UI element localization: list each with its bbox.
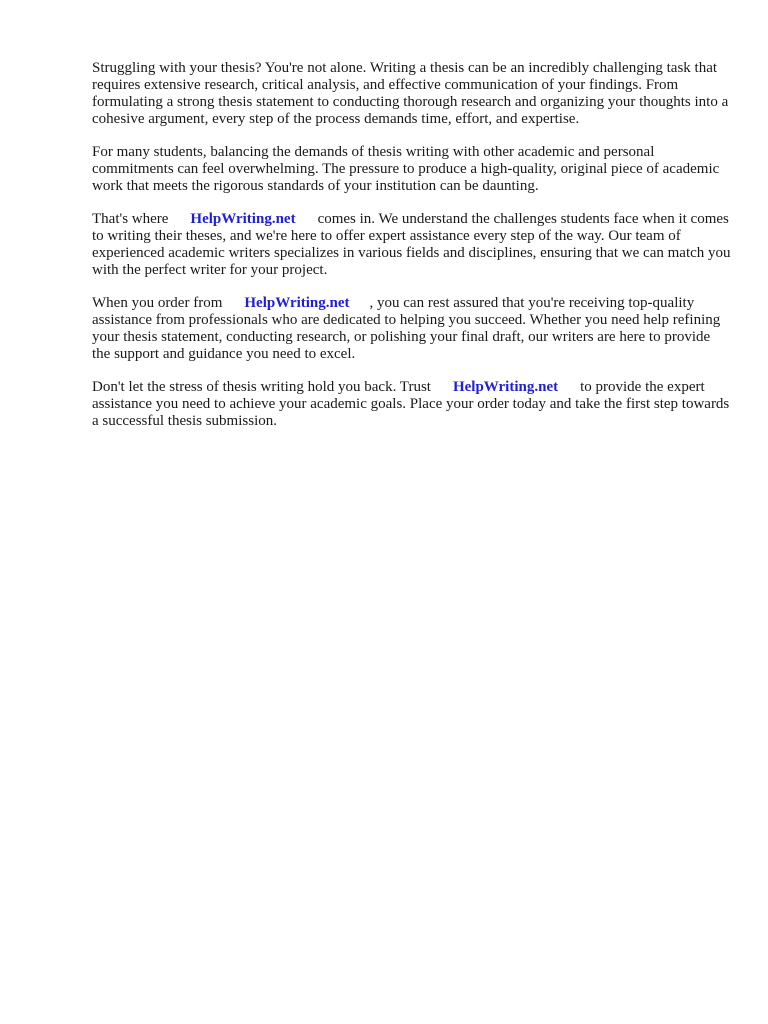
paragraph-thats-where	[92, 211, 732, 279]
paragraph-text-after-link: comes in. We understand the challenges students face when it comes to writing their theses, and we're here to offer expert assistance every step of the way. Our team of experienced academic writers specializes in various fields and disciplines, ensuring that we can match you with the perfect writer for your project.	[92, 211, 731, 278]
paragraph-trust	[92, 379, 732, 430]
paragraph-text-after-link: , you can rest assured that you're receiving top-quality assistance from professionals who are dedicated to helping you succeed. Whether you need help refining your thesis statement, conducting research, or polishing your final draft, our writers are here to provide the support and guidance you need to excel.	[92, 295, 721, 362]
paragraph-text-before-link: When you order from	[92, 295, 223, 311]
paragraph-intro: Struggling with your thesis? You're not alone. Writing a thesis can be an incredibly challenging task that requires extensive research, critical analysis, and effective communication of your findings. From formulating a strong thesis statement to conducting thorough research and organizing your thoughts into a cohesive argument, every step of the process demands time, effort, and expertise.	[92, 60, 729, 127]
helpwriting-link[interactable]: HelpWriting.net	[190, 211, 296, 227]
paragraph-text-before-link: That's where	[92, 211, 169, 227]
paragraph-balancing: For many students, balancing the demands of thesis writing with other academic and personal commitments can feel overwhelming. The pressure to produce a high-quality, original piece of academic work that meets the rigorous standards of your institution can be daunting.	[92, 144, 720, 194]
paragraph-text-before-link: Don't let the stress of thesis writing hold you back. Trust	[92, 379, 431, 395]
paragraph-order-from	[92, 295, 732, 363]
document-body	[92, 60, 732, 446]
helpwriting-link[interactable]: HelpWriting.net	[452, 379, 559, 395]
paragraph-text-after-link: to provide the expert assistance you need to achieve your academic goals. Place your order today and take the first step towards a successful thesis submission.	[92, 379, 730, 429]
helpwriting-link[interactable]: HelpWriting.net	[244, 295, 350, 311]
